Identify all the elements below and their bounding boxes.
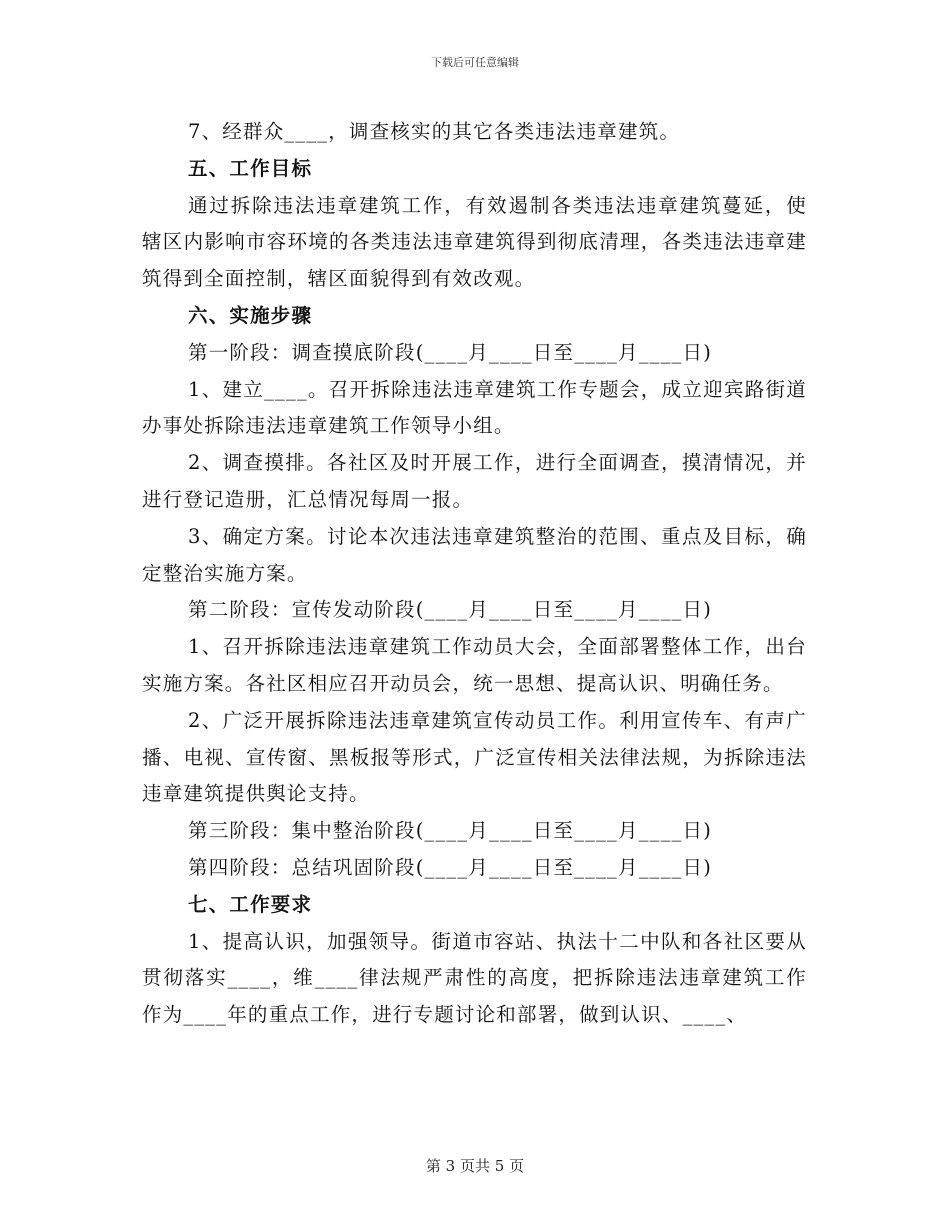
paragraph: 通过拆除违法违章建筑工作，有效遏制各类违法违章建筑蔓延，使辖区内影响市容环境的各类违法违章建筑得到彻底清理，各类违法违章建筑得到全面控制，辖区面貌得到有效改观。	[142, 193, 807, 291]
paragraph: 第四阶段：总结巩固阶段(____月____日至____月____日)	[188, 855, 713, 879]
section-heading: 六、实施步骤	[188, 303, 313, 327]
paragraph: 1、提高认识，加强领导。街道市容站、执法十二中队和各社区要从贯彻落实____，维____律法规严肃性的高度，把拆除违法违章建筑工作作为____年的重点工作，进行专题讨论和部署，做到认识、____、	[142, 929, 807, 1027]
section-heading: 七、工作要求	[188, 892, 313, 916]
paragraph: 2、广泛开展拆除违法违章建筑宣传动员工作。利用宣传车、有声广播、电视、宣传窗、黑板报等形式，广泛宣传相关法律法规，为拆除违法违章建筑提供舆论支持。	[142, 708, 807, 806]
paragraph: 第一阶段：调查摸底阶段(____月____日至____月____日)	[188, 340, 713, 364]
paragraph: 第三阶段：集中整治阶段(____月____日至____月____日)	[188, 819, 713, 843]
document-body	[142, 114, 807, 1034]
paragraph: 1、建立____。召开拆除违法违章建筑工作专题会，成立迎宾路街道办事处拆除违法违章建筑工作领导小组。	[142, 377, 807, 438]
page-header: 下载后可任意编辑	[431, 56, 519, 69]
page-footer: 第 3 页共 5 页	[425, 1157, 525, 1175]
paragraph: 3、确定方案。讨论本次违法违章建筑整治的范围、重点及目标，确定整治实施方案。	[142, 524, 807, 585]
paragraph: 7、经群众____，调查核实的其它各类违法违章建筑。	[188, 120, 681, 143]
paragraph: 2、调查摸排。各社区及时开展工作，进行全面调查，摸清情况，并进行登记造册，汇总情况每周一报。	[142, 451, 807, 511]
paragraph: 1、召开拆除违法违章建筑工作动员大会，全面部署整体工作，出台实施方案。各社区相应召开动员会，统一思想、提高认识、明确任务。	[142, 635, 807, 695]
paragraph: 第二阶段：宣传发动阶段(____月____日至____月____日)	[188, 598, 713, 622]
section-heading: 五、工作目标	[188, 156, 313, 180]
